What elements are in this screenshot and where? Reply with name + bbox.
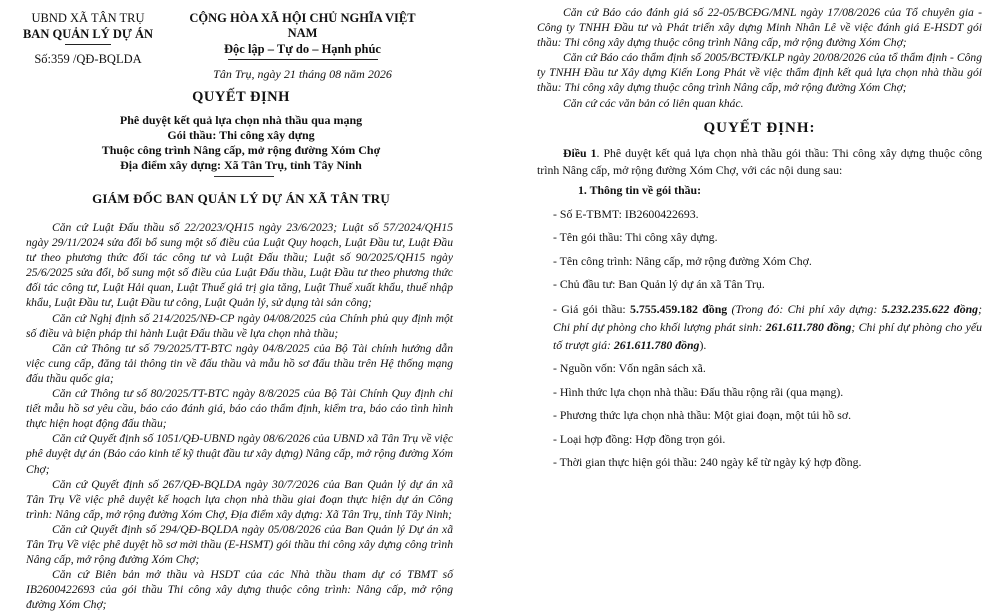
legal-basis: Căn cứ Thông tư số 80/2025/TT-BTC ngày 8/8/2025 của Bộ Tài Chính Quy định chi tiết mẫu hồ sơ yêu cầu, báo cáo đánh giá, báo cáo thẩm định, kiểm tra, báo cáo tình hình thực hiện hoạt động đấu thầu; [26,387,453,431]
national-header [185,11,420,82]
legal-basis: Căn cứ Biên bản mở thầu và HSDT của các Nhà thầu tham dự có TBMT số IB2600422693 của gói thầu Thi công xây dựng thuộc công trình: Nâng cấp, mở rộng đường Xóm Chợ; [26,568,453,612]
legal-basis: Căn cứ Quyết định số 1051/QĐ-UBND ngày 08/6/2026 của UBND xã Tân Trụ về việc phê duyệt dự án (Báo cáo kinh tế kỹ thuật đầu tư xây dựng) Nâng cấp, mở rộng đường Xóm Chợ; [26,432,453,476]
price-arising-label: ; Chi phí dự phòng cho khối lượng phát sinh: [553,301,982,334]
info-item-selection-form: - Hình thức lựa chọn nhà thầu: Đấu thầu rộng rãi (qua mạng). [553,384,844,399]
legal-basis: Căn cứ Báo cáo đánh giá số 22-05/BCĐG/MNL ngày 17/08/2026 của Tổ chuyên gia - Công ty TNHH Đầu tư và Phát triển xây dựng Minh Nhân Lê về việc đánh giá E-HSDT gói thầu: Thi công xây dựng thuộc công trình Nâng cấp, mở rộng đường Xóm Chợ; [537,6,982,50]
page-gutter [482,0,537,582]
price-construction-label: (Trong đó: Chi phí xây dựng: [727,301,882,316]
national-divider [228,59,378,60]
subject-divider [214,176,274,177]
legal-basis: Căn cứ Quyết định số 294/QĐ-BQLDA ngày 05/08/2026 của Ban Quản lý Dự án xã Tân Trụ Về việc phê duyệt hồ sơ mời thầu (E-HSMT) gói thầu thi công xây dựng công trình Nâng cấp, mở rộng đường Xóm Chợ; [26,522,453,567]
agency-header [0,11,176,67]
decision-title: QUYẾT ĐỊNH [192,89,290,105]
legal-basis: Căn cứ Báo cáo thẩm định số 2005/BCTĐ/KLP ngày 20/08/2026 của tổ thẩm định - Công ty TNHH Đầu tư Xây dựng Kiến Long Phát về việc thẩm định kết quả lựa chọn nhà thầu gói thầu: Thi công xây dựng thuộc công trình Nâng cấp, mở rộng đường Xóm Chợ; [537,51,982,95]
document-number: Số:359 /QĐ-BQLDA [34,52,142,66]
info-item-selection-method: - Phương thức lựa chọn nhà thầu: Một giai đoạn, một túi hồ sơ. [553,408,852,422]
agency-divider [65,44,111,45]
legal-basis: Căn cứ Thông tư số 79/2025/TT-BTC ngày 04/8/2025 của Bộ Tài chính hướng dẫn việc cung cấp, đăng tải thông tin về đấu thầu và mẫu hồ sơ đấu thầu trên Hệ thống mạng đấu thầu quốc gia; [26,341,453,385]
article-1-label: Điều 1 [563,146,597,160]
document-date: Tân Trụ, ngày 21 tháng 08 năm 2026 [213,67,392,81]
info-item-investor: - Chủ đầu tư: Ban Quản lý dự án xã Tân Trụ. [553,277,765,291]
price-prefix: - Giá gói thầu: [553,301,631,316]
info-item-project-name: - Tên công trình: Nâng cấp, mở rộng đường Xóm Chợ. [553,253,812,268]
price-total: 5.755.459.182 đồng [630,301,728,316]
article-1-body: . Phê duyệt kết quả lựa chọn nhà thầu gói thầu: Thi công xây dựng thuộc công trình Nâng cấp, mở rộng đường Xóm Chợ, với các nội dung sau: [537,146,982,177]
info-item-price [553,300,982,354]
left-page [0,0,482,612]
agency-line-1: UBND XÃ TÂN TRỤ [31,11,145,25]
info-item-tbmt: - Số E-TBMT: IB2600422693. [553,206,699,221]
subject-line-2: Gói thầu: Thi công xây dựng [167,128,315,142]
price-arising: 261.611.780 đồng [765,319,852,334]
subject-line-4: Địa điểm xây dựng: Xã Tân Trụ, tỉnh Tây Ninh [120,158,362,172]
right-page [537,0,992,582]
article-1 [537,145,982,471]
info-heading: 1. Thông tin về gói thầu: [578,183,702,197]
article-1-text [537,145,982,179]
price-slippage: 261.611.780 đồng [613,337,700,352]
director-title: GIÁM ĐỐC BAN QUẢN LÝ DỰ ÁN XÃ TÂN TRỤ [92,191,390,206]
info-item-contract-type: - Loại hợp đồng: Hợp đồng trọn gói. [553,431,726,446]
info-item-package-name: - Tên gói thầu: Thi công xây dựng. [553,230,718,244]
subject-line-1: Phê duyệt kết quả lựa chọn nhà thầu qua mạng [119,113,363,127]
price-suffix: ). [699,337,707,352]
national-motto-line-2: Độc lập – Tự do – Hạnh phúc [224,42,381,56]
subject-line-3: Thuộc công trình Nâng cấp, mở rộng đường Xóm Chợ [101,143,381,157]
info-item-duration: - Thời gian thực hiện gói thầu: 240 ngày kể từ ngày ký hợp đồng. [553,455,862,469]
legal-bases-left [26,220,453,612]
legal-basis: Căn cứ các văn bản có liên quan khác. [563,96,744,110]
legal-bases-right [537,5,982,111]
agency-line-2: BAN QUẢN LÝ DỰ ÁN [22,27,154,41]
info-item-funding: - Nguồn vốn: Vốn ngân sách xã. [553,361,706,375]
price-construction: 5.232.235.622 đồng [881,301,979,316]
decide-title: QUYẾT ĐỊNH: [703,120,816,136]
decision-subject [0,113,482,173]
legal-basis: Căn cứ Luật Đấu thầu số 22/2023/QH15 ngày 23/6/2023; Luật số 57/2024/QH15 ngày 29/11/2024 sửa đổi bổ sung một số điều của Luật Quy hoạch, Luật Đầu tư, Luật Đầu tư theo phương thức đối tác công tư và Luật Đấu thầu; Luật số 90/2025/QH15 ngày 25/6/2025 sửa đổi, bổ sung một số điều của Luật Đấu thầu, Luật Đầu tư theo phương thức đối tác công tư, Luật Hải quan, Luật Thuế giá trị gia tăng, Luật Thuế xuất khẩu, thuế nhập khẩu, Luật Đầu tư, Luật Đầu tư công, Luật Quản lý, sử dụng tài sản công; [26,221,453,310]
national-motto-line-1: CỘNG HÒA XÃ HỘI CHỦ NGHĨA VIỆT NAM [189,11,416,40]
legal-basis: Căn cứ Nghị định số 214/2025/NĐ-CP ngày 04/08/2025 của Chính phủ quy định một số điều và biện pháp thi hành Luật Đấu thầu về lựa chọn nhà thầu; [26,311,453,340]
price-slippage-label: ; Chi phí dự phòng cho yếu tố trượt giá: [553,319,982,352]
legal-basis: Căn cứ Quyết định số 267/QĐ-BQLDA ngày 30/7/2026 của Ban Quản lý dự án xã Tân Trụ Về việc phê duyệt kế hoạch lựa chọn nhà thầu giai đoạn thực hiện dự án Công trình: Nâng cấp, mở rộng đường Xóm Chợ, Địa điểm xây dựng: Xã Tân Trụ, tỉnh Tây Ninh; [26,477,453,521]
